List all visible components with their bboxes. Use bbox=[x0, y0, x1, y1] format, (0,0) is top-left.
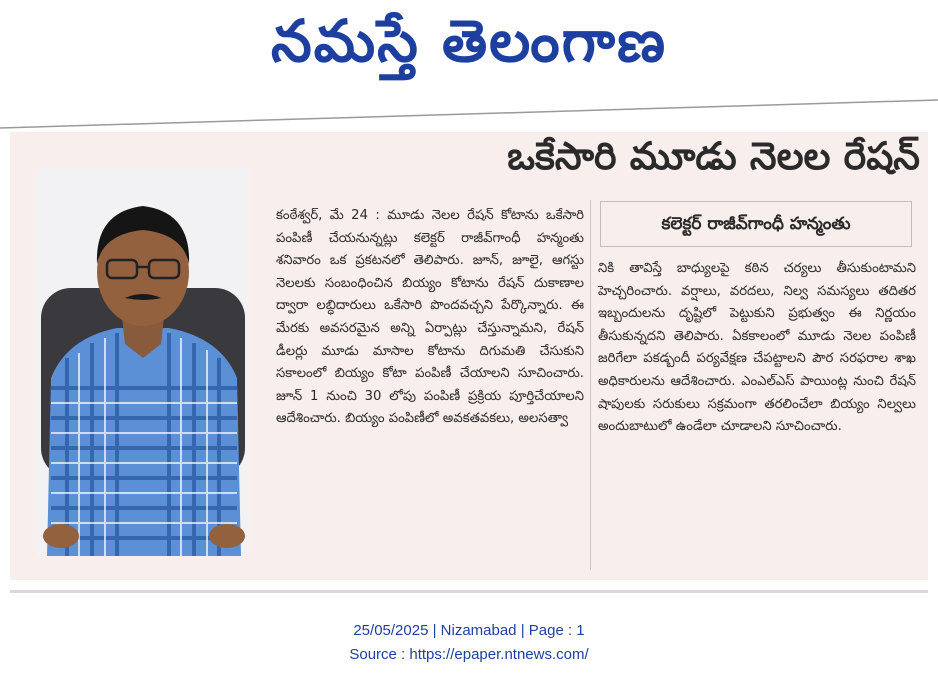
article-paragraph-left: కంఠేశ్వర్, మే 24 : మూడు నెలల రేషన్ కోటాను ఒకేసారి పంపిణీ చేయనున్నట్లు కలెక్టర్ రాజీవ్‌గాంధీ హన్మంతు శనివారం ఒక ప్రకటనలో తెలిపారు. జూన్, జూలై, ఆగస్టు నెలలకు సంబంధించిన బియ్యం కోటాను రేషన్ దుకాణాల ద్వారా లబ్ధిదారులు ఒకేసారి పొందవచ్చని పేర్కొన్నారు. ఈ మేరకు అవసరమైన అన్ని ఏర్పాట్లు చేస్తున్నామని, రేషన్ డీలర్లు మూడు మాసాల కోటాను దిగుమతి చేసుకుని సకాలంలో బియ్యం కోటా పంపిణీ చేయాలని సూచించారు. జూన్ 1 నుంచి 30 లోపు పంపిణీ ప్రక్రియ పూర్తిచేయాలని ఆదేశించారు. బియ్యం పంపిణీలో అవకతవకలు, అలసత్వా bbox=[276, 208, 584, 427]
edition-info: 25/05/2025 | Nizamabad | Page : 1 bbox=[353, 622, 585, 639]
article-subheadline: కలెక్టర్ రాజీవ్‌గాంధీ హన్మంతు bbox=[600, 201, 912, 247]
column-divider bbox=[590, 200, 591, 570]
article-body-right bbox=[598, 258, 916, 568]
article-body-left bbox=[276, 205, 584, 570]
article-paragraph-right: నికి తావిస్తే బాధ్యులపై కఠిన చర్యలు తీసుకుంటామని హెచ్చరించారు. వర్షాలు, వరదలు, నిల్వ సమస్యలు తదితర ఇబ్బందులను దృష్టిలో పెట్టుకుని ప్రభుత్వం ఈ నిర్ణయం తీసుకున్నదని తెలిపారు. ఏకకాలంలో మూడు నెలల పంపిణీ జరిగేలా పకడ్బందీ పర్యవేక్షణ చేపట్టాలని పౌర సరఫరాల శాఖ అధికారులను ఆదేశించారు. ఎంఎల్ఎస్ పాయింట్ల నుంచి రేషన్ షాపులకు సరుకులు సక్రమంగా తరలించేలా బియ్యం నిల్వలు అందుబాటులో ఉండేలా చూడాలని సూచించారు. bbox=[598, 261, 916, 435]
masthead bbox=[0, 0, 938, 100]
newspaper-title: నమస్తే తెలంగాణ bbox=[271, 7, 667, 75]
bottom-divider bbox=[10, 590, 928, 593]
source-link[interactable]: Source : https://epaper.ntnews.com/ bbox=[349, 646, 589, 663]
article-headline: ఒకేసారి మూడు నెలల రేషన్ bbox=[507, 134, 920, 178]
collector-photo bbox=[37, 168, 249, 556]
